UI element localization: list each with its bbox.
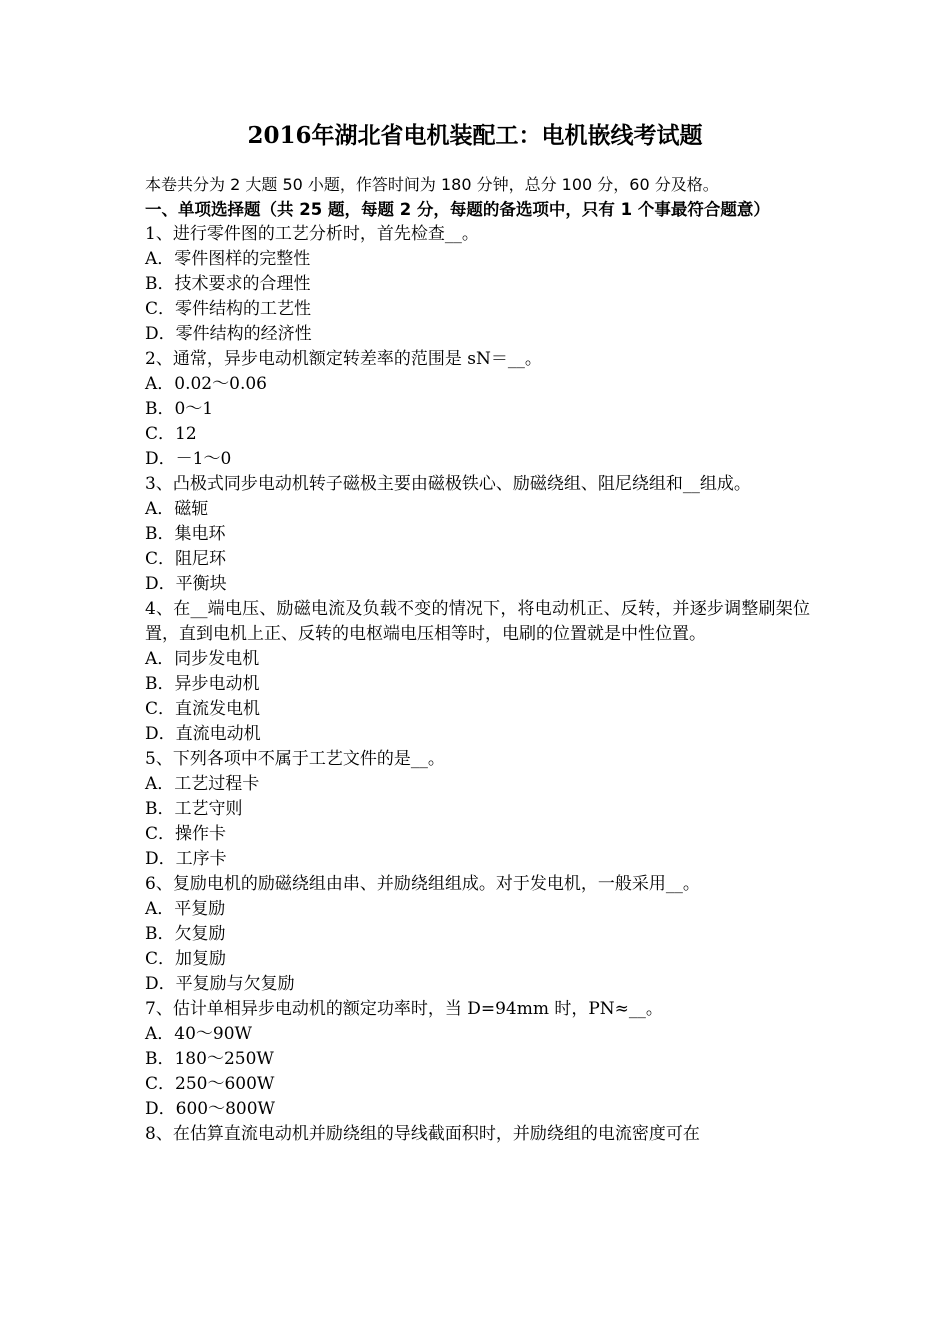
document-body [145,172,810,1147]
question-stem: 1、进行零件图的工艺分析时，首先检查__。 [145,224,479,244]
answer-option: B．集电环 [145,524,226,544]
question-stem: 8、在估算直流电动机并励绕组的导线截面积时，并励绕组的电流密度可在 [145,1124,700,1144]
answer-option: D．平复励与欠复励 [145,974,295,994]
question-6 [145,872,810,997]
answer-option: D．零件结构的经济性 [145,324,312,344]
answer-option: D．－1～0 [145,449,232,469]
answer-option: B．欠复励 [145,924,226,944]
answer-option: C．加复励 [145,949,227,969]
answer-option: A．零件图样的完整性 [145,249,311,269]
answer-option: C．250～600W [145,1074,275,1094]
answer-option: B．技术要求的合理性 [145,274,311,294]
answer-option: A．0.02～0.06 [145,374,267,394]
answer-option: A．磁轭 [145,499,209,519]
question-2 [145,347,810,472]
answer-option: C．操作卡 [145,824,227,844]
question-stem: 6、复励电机的励磁绕组由串、并励绕组组成。对于发电机，一般采用__。 [145,874,700,894]
answer-option: B．0～1 [145,399,214,419]
answer-option: C．12 [145,424,197,444]
answer-option: A．40～90W [145,1024,253,1044]
answer-option: C．阻尼环 [145,549,227,569]
answer-option: B．异步电动机 [145,674,260,694]
exam-intro: 本卷共分为 2 大题 50 小题，作答时间为 180 分钟，总分 100 分，60 分及格。 [145,175,719,194]
answer-option: D．工序卡 [145,849,227,869]
question-stem: 4、在__端电压、励磁电流及负载不变的情况下，将电动机正、反转，并逐步调整刷架位置，直到电机上正、反转的电枢端电压相等时，电刷的位置就是中性位置。 [145,599,810,644]
question-stem: 5、下列各项中不属于工艺文件的是__。 [145,749,445,769]
answer-option: A．同步发电机 [145,649,260,669]
question-5 [145,747,810,872]
page-title: 2016年湖北省电机装配工：电机嵌线考试题 [247,122,703,149]
answer-option: C．零件结构的工艺性 [145,299,312,319]
question-3 [145,472,810,597]
question-stem: 3、凸极式同步电动机转子磁极主要由磁极铁心、励磁绕组、阻尼绕组和__组成。 [145,474,751,494]
answer-option: A．工艺过程卡 [145,774,260,794]
answer-option: A．平复励 [145,899,226,919]
answer-option: C．直流发电机 [145,699,261,719]
question-stem: 2、通常，异步电动机额定转差率的范围是 sN＝__。 [145,349,542,369]
section-heading: 一、单项选择题（共 25 题，每题 2 分，每题的备选项中，只有 1 个事最符合题意） [145,200,770,219]
question-4 [145,597,810,747]
question-7 [145,997,810,1122]
question-8 [145,1122,810,1147]
answer-option: B．工艺守则 [145,799,243,819]
answer-option: D．平衡块 [145,574,227,594]
question-stem: 7、估计单相异步电动机的额定功率时，当 D=94mm 时，PN≈__。 [145,999,663,1019]
question-1 [145,222,810,347]
answer-option: D．600～800W [145,1099,275,1119]
answer-option: B．180～250W [145,1049,274,1069]
answer-option: D．直流电动机 [145,724,261,744]
